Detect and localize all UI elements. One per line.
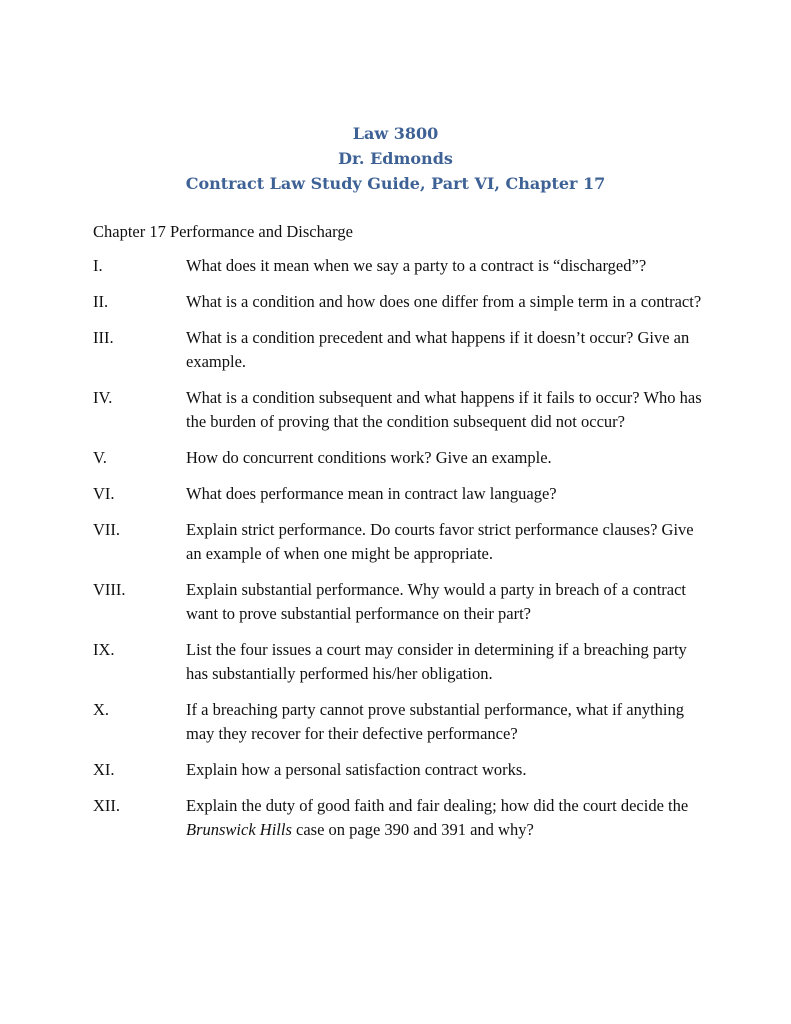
- question-item: [93, 758, 703, 782]
- document-header: [0, 121, 791, 196]
- question-number: XI.: [93, 760, 115, 779]
- question-item: [93, 326, 703, 374]
- course-title: Law 3800: [352, 124, 439, 143]
- question-number: V.: [93, 448, 107, 467]
- question-number: XII.: [93, 796, 121, 815]
- question-number: I.: [93, 256, 103, 275]
- question-text: What is a condition subsequent and what happens if it fails to occur? Who has the burden of proving that the condition subsequent did not occur?: [186, 388, 702, 431]
- guide-title: Contract Law Study Guide, Part VI, Chapter 17: [185, 174, 606, 193]
- question-text: What does it mean when we say a party to a contract is “discharged”?: [186, 256, 647, 275]
- question-item: [93, 290, 703, 314]
- case-name: Brunswick Hills: [186, 820, 292, 839]
- question-text: Explain substantial performance. Why would a party in breach of a contract want to prove substantial performance on their part?: [186, 580, 687, 623]
- question-item: [93, 446, 703, 470]
- document-body: [93, 220, 703, 854]
- question-number: III.: [93, 328, 114, 347]
- question-text: Explain strict performance. Do courts favor strict performance clauses? Give an example of when one might be appropriate.: [186, 520, 694, 563]
- question-number: IV.: [93, 388, 113, 407]
- question-item: [93, 578, 703, 626]
- question-item: [93, 794, 703, 842]
- question-text: Explain how a personal satisfaction contract works.: [186, 760, 527, 779]
- question-number: X.: [93, 700, 110, 719]
- question-text-before: Explain the duty of good faith and fair dealing; how did the court decide the: [186, 796, 689, 815]
- instructor-name: Dr. Edmonds: [338, 149, 453, 168]
- question-number: II.: [93, 292, 109, 311]
- question-number: VIII.: [93, 580, 126, 599]
- question-item: [93, 638, 703, 686]
- question-text: What is a condition precedent and what happens if it doesn’t occur? Give an example.: [186, 328, 690, 371]
- question-text: What is a condition and how does one differ from a simple term in a contract?: [186, 292, 702, 311]
- question-item: [93, 482, 703, 506]
- question-text: What does performance mean in contract law language?: [186, 484, 557, 503]
- question-item: [93, 698, 703, 746]
- question-text: List the four issues a court may consider in determining if a breaching party has substantially performed his/her obligation.: [186, 640, 687, 683]
- chapter-heading: Chapter 17 Performance and Discharge: [93, 222, 353, 241]
- question-item: [93, 254, 703, 278]
- question-number: VII.: [93, 520, 121, 539]
- question-item: [93, 518, 703, 566]
- question-number: IX.: [93, 640, 115, 659]
- question-text-after: case on page 390 and 391 and why?: [291, 820, 534, 839]
- question-text: If a breaching party cannot prove substantial performance, what if anything may they recover for their defective performance?: [186, 700, 685, 743]
- question-item: [93, 386, 703, 434]
- question-text: How do concurrent conditions work? Give an example.: [186, 448, 552, 467]
- question-list: [93, 254, 703, 842]
- question-text: [186, 794, 703, 842]
- question-number: VI.: [93, 484, 115, 503]
